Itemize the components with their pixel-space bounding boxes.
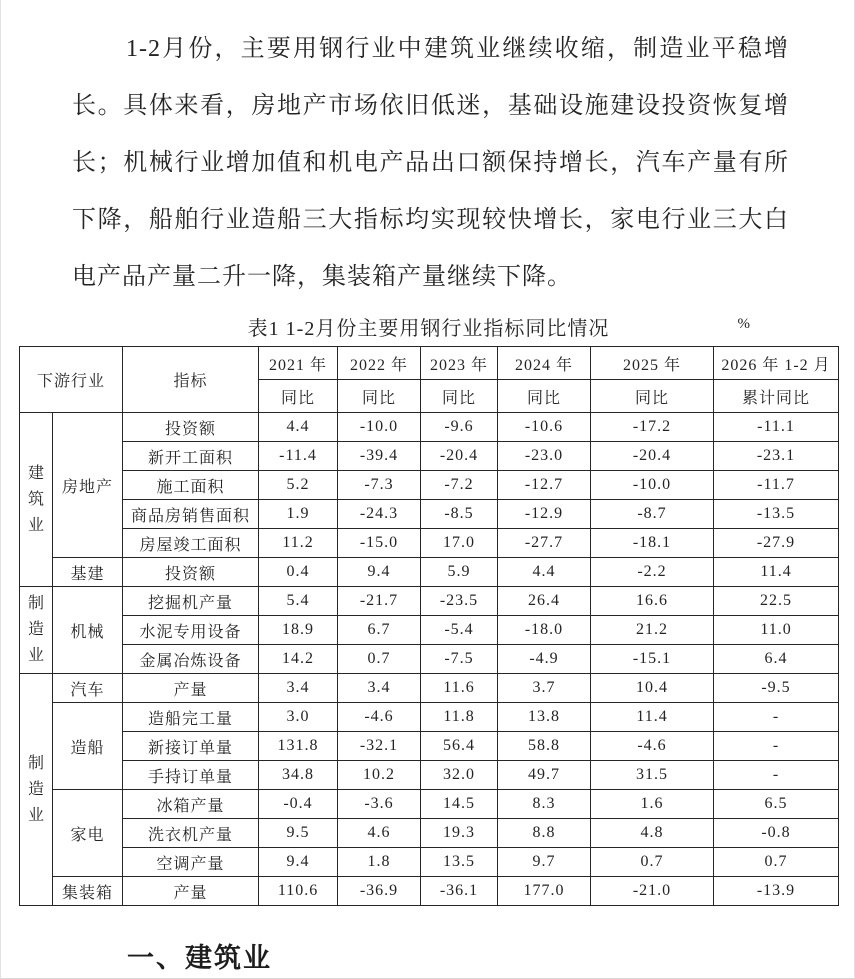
indicators-table <box>19 346 839 906</box>
indicator-cell: 水泥专用设备 <box>123 616 259 645</box>
value-cell: 26.4 <box>498 587 591 616</box>
table-row <box>20 703 839 732</box>
value-cell: 4.6 <box>338 819 421 848</box>
value-cell: -13.5 <box>714 500 839 529</box>
value-cell: -39.4 <box>338 442 421 471</box>
value-cell: -5.4 <box>421 616 498 645</box>
yoy-subheader-cell: 同比 <box>259 380 338 413</box>
value-cell: -20.4 <box>421 442 498 471</box>
value-cell: 11.4 <box>591 703 714 732</box>
value-cell: 8.8 <box>498 819 591 848</box>
value-cell: -4.6 <box>591 732 714 761</box>
value-cell: 16.6 <box>591 587 714 616</box>
yoy-subheader-cell: 同比 <box>421 380 498 413</box>
value-cell: 11.6 <box>421 674 498 703</box>
value-cell: 9.5 <box>259 819 338 848</box>
table-row <box>20 500 839 529</box>
value-cell: -0.4 <box>259 790 338 819</box>
value-cell: -10.0 <box>338 413 421 442</box>
value-cell: 18.9 <box>259 616 338 645</box>
value-cell: 3.7 <box>498 674 591 703</box>
table-row <box>20 645 839 674</box>
group-cell-construction <box>20 413 53 587</box>
value-cell: 0.7 <box>714 848 839 877</box>
value-cell: 0.7 <box>591 848 714 877</box>
indicator-cell: 产量 <box>123 674 259 703</box>
indicator-cell: 洗衣机产量 <box>123 819 259 848</box>
value-cell: 21.2 <box>591 616 714 645</box>
yoy-subheader-cell: 同比 <box>338 380 421 413</box>
value-cell: 9.7 <box>498 848 591 877</box>
value-cell: 4.4 <box>498 558 591 587</box>
value-cell: -9.6 <box>421 413 498 442</box>
year-header-cell: 2022 年 <box>338 347 421 380</box>
group-label: 建筑业 <box>27 464 44 534</box>
value-cell: -7.2 <box>421 471 498 500</box>
value-cell: -32.1 <box>338 732 421 761</box>
value-cell: 4.4 <box>259 413 338 442</box>
value-cell: 0.7 <box>338 645 421 674</box>
value-cell: 4.8 <box>591 819 714 848</box>
value-cell: -7.5 <box>421 645 498 674</box>
table-row <box>20 616 839 645</box>
value-cell: 5.4 <box>259 587 338 616</box>
indicator-cell: 投资额 <box>123 413 259 442</box>
value-cell: 9.4 <box>259 848 338 877</box>
value-cell: 6.5 <box>714 790 839 819</box>
subgroup-cell-realestate: 房地产 <box>53 413 123 558</box>
subgroup-cell-appliance: 家电 <box>53 790 123 877</box>
value-cell: -0.8 <box>714 819 839 848</box>
year-header-cell: 2025 年 <box>591 347 714 380</box>
value-cell: 1.6 <box>591 790 714 819</box>
value-cell: -15.1 <box>591 645 714 674</box>
value-cell: -4.9 <box>498 645 591 674</box>
value-cell: -11.1 <box>714 413 839 442</box>
table-row <box>20 413 839 442</box>
indicator-cell: 施工面积 <box>123 471 259 500</box>
table-row <box>20 529 839 558</box>
value-cell: -18.1 <box>591 529 714 558</box>
value-cell: - <box>714 732 839 761</box>
value-cell: 34.8 <box>259 761 338 790</box>
value-cell: -36.1 <box>421 877 498 906</box>
table-row <box>20 761 839 790</box>
value-cell: 13.8 <box>498 703 591 732</box>
yoy-subheader-cell: 累计同比 <box>714 380 839 413</box>
value-cell: -20.4 <box>591 442 714 471</box>
value-cell: -10.6 <box>498 413 591 442</box>
value-cell: 14.5 <box>421 790 498 819</box>
indicator-cell: 空调产量 <box>123 848 259 877</box>
value-cell: -8.7 <box>591 500 714 529</box>
value-cell: - <box>714 761 839 790</box>
section-heading: 一、建筑业 <box>127 943 272 973</box>
year-header-cell: 2026 年 1-2 月 <box>714 347 839 380</box>
table-row <box>20 587 839 616</box>
value-cell: -9.5 <box>714 674 839 703</box>
header-industry: 下游行业 <box>20 347 123 413</box>
value-cell: 31.5 <box>591 761 714 790</box>
value-cell: 14.2 <box>259 645 338 674</box>
value-cell: 9.4 <box>338 558 421 587</box>
value-cell: -3.6 <box>338 790 421 819</box>
indicator-cell: 房屋竣工面积 <box>123 529 259 558</box>
value-cell: -17.2 <box>591 413 714 442</box>
subgroup-cell-machinery: 机械 <box>53 587 123 674</box>
value-cell: 6.4 <box>714 645 839 674</box>
indicator-cell: 挖掘机产量 <box>123 587 259 616</box>
value-cell: -11.7 <box>714 471 839 500</box>
table-row <box>20 790 839 819</box>
subgroup-cell-auto: 汽车 <box>53 674 123 703</box>
value-cell: -36.9 <box>338 877 421 906</box>
indicator-cell: 新接订单量 <box>123 732 259 761</box>
intro-paragraph: 1-2月份，主要用钢行业中建筑业继续收缩，制造业平稳增长。具体来看，房地产市场依旧低迷，基础设施建设投资恢复增长；机械行业增加值和机电产品出口额保持增长，汽车产量有所下降，船舶行业造船三大指标均实现较快增长，家电行业三大白电产品产量二升一降，集装箱产量继续下降。 <box>72 36 789 290</box>
table-title: 表1 1-2月份主要用钢行业指标同比情况 <box>247 318 610 340</box>
indicator-cell: 手持订单量 <box>123 761 259 790</box>
table-unit-label: % <box>737 316 750 332</box>
value-cell: -11.4 <box>259 442 338 471</box>
table-row <box>20 471 839 500</box>
year-header-cell: 2023 年 <box>421 347 498 380</box>
value-cell: -12.7 <box>498 471 591 500</box>
value-cell: 110.6 <box>259 877 338 906</box>
value-cell: -12.9 <box>498 500 591 529</box>
value-cell: 17.0 <box>421 529 498 558</box>
table-row <box>20 558 839 587</box>
value-cell: -27.7 <box>498 529 591 558</box>
table-row <box>20 674 839 703</box>
indicator-cell: 产量 <box>123 877 259 906</box>
value-cell: 13.5 <box>421 848 498 877</box>
table-row <box>20 877 839 906</box>
indicator-cell: 冰箱产量 <box>123 790 259 819</box>
value-cell: -13.9 <box>714 877 839 906</box>
value-cell: -4.6 <box>338 703 421 732</box>
value-cell: -2.2 <box>591 558 714 587</box>
value-cell: 1.9 <box>259 500 338 529</box>
indicator-cell: 造船完工量 <box>123 703 259 732</box>
value-cell: -27.9 <box>714 529 839 558</box>
value-cell: 0.4 <box>259 558 338 587</box>
value-cell: 19.3 <box>421 819 498 848</box>
table-row <box>20 442 839 471</box>
value-cell: 6.7 <box>338 616 421 645</box>
value-cell: 58.8 <box>498 732 591 761</box>
value-cell: 1.8 <box>338 848 421 877</box>
indicator-cell: 金属冶炼设备 <box>123 645 259 674</box>
value-cell: 3.4 <box>259 674 338 703</box>
year-header-cell: 2024 年 <box>498 347 591 380</box>
table-row <box>20 732 839 761</box>
value-cell: 11.0 <box>714 616 839 645</box>
header-indicator: 指标 <box>123 347 259 413</box>
yoy-subheader-cell: 同比 <box>591 380 714 413</box>
table-row <box>20 848 839 877</box>
yoy-subheader-cell: 同比 <box>498 380 591 413</box>
value-cell: 11.8 <box>421 703 498 732</box>
value-cell: -8.5 <box>421 500 498 529</box>
table-title-row <box>19 312 838 338</box>
value-cell: -23.1 <box>714 442 839 471</box>
value-cell: -21.7 <box>338 587 421 616</box>
value-cell: 3.0 <box>259 703 338 732</box>
value-cell: 8.3 <box>498 790 591 819</box>
header-row-years <box>20 347 839 380</box>
value-cell: -18.0 <box>498 616 591 645</box>
value-cell: 10.2 <box>338 761 421 790</box>
group-cell-manufacturing-1 <box>20 587 53 674</box>
value-cell: 10.4 <box>591 674 714 703</box>
value-cell: 11.2 <box>259 529 338 558</box>
value-cell: -7.3 <box>338 471 421 500</box>
value-cell: 177.0 <box>498 877 591 906</box>
subgroup-cell-container: 集装箱 <box>53 877 123 906</box>
value-cell: -10.0 <box>591 471 714 500</box>
indicator-cell: 投资额 <box>123 558 259 587</box>
subgroup-cell-shipbuilding: 造船 <box>53 703 123 790</box>
value-cell: 32.0 <box>421 761 498 790</box>
value-cell: -23.0 <box>498 442 591 471</box>
value-cell: -15.0 <box>338 529 421 558</box>
value-cell: 5.2 <box>259 471 338 500</box>
table-row <box>20 819 839 848</box>
year-header-cell: 2021 年 <box>259 347 338 380</box>
value-cell: - <box>714 703 839 732</box>
value-cell: 11.4 <box>714 558 839 587</box>
group-label: 制造业 <box>27 595 44 664</box>
value-cell: 56.4 <box>421 732 498 761</box>
subgroup-cell-infrastructure: 基建 <box>53 558 123 587</box>
indicator-cell: 商品房销售面积 <box>123 500 259 529</box>
value-cell: -23.5 <box>421 587 498 616</box>
indicator-cell: 新开工面积 <box>123 442 259 471</box>
group-label: 制造业 <box>27 754 44 824</box>
value-cell: 131.8 <box>259 732 338 761</box>
value-cell: -24.3 <box>338 500 421 529</box>
value-cell: 49.7 <box>498 761 591 790</box>
value-cell: 5.9 <box>421 558 498 587</box>
value-cell: 3.4 <box>338 674 421 703</box>
value-cell: 22.5 <box>714 587 839 616</box>
group-cell-manufacturing-2 <box>20 674 53 906</box>
value-cell: -21.0 <box>591 877 714 906</box>
